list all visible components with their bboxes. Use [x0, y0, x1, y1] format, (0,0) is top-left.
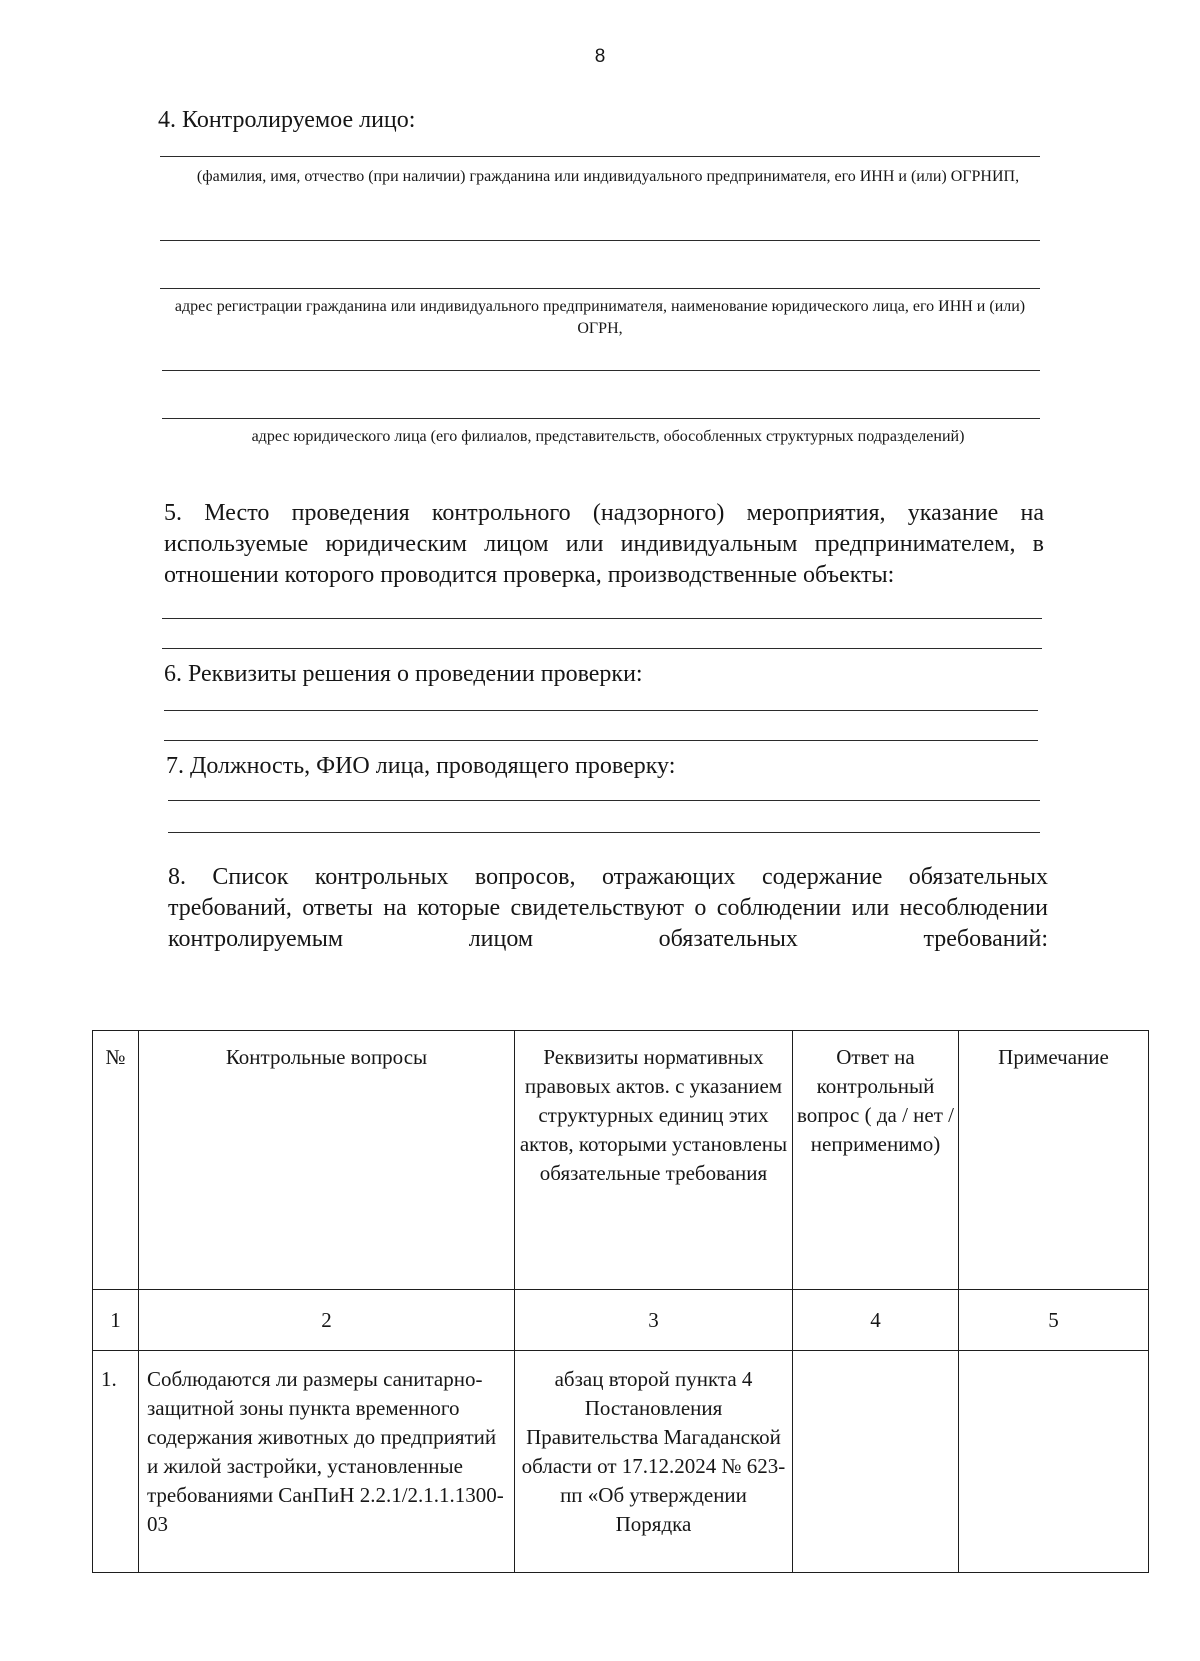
fill-line	[168, 800, 1040, 801]
section-4-caption-person: (фамилия, имя, отчество (при наличии) гражданина или индивидуального предпринимателя, его ИНН и (или) ОГРНИП,	[196, 168, 1020, 185]
column-number: 1	[93, 1290, 139, 1351]
fill-line	[162, 418, 1040, 419]
checklist-table	[92, 1030, 1149, 1573]
column-number: 2	[139, 1290, 515, 1351]
section-4-heading: 4. Контролируемое лицо:	[158, 107, 416, 133]
fill-line	[162, 370, 1040, 371]
fill-line	[168, 832, 1040, 833]
column-number: 3	[515, 1290, 793, 1351]
section-8-text: 8. Список контрольных вопросов, отражающих содержание обязательных требований, ответы на которые свидетельствуют о соблюдении или несоблюдении контролируемым лицом обязательных требований:	[168, 864, 1048, 952]
header-number: №	[93, 1031, 139, 1290]
header-note: Примечание	[959, 1031, 1149, 1290]
header-requisites: Реквизиты нормативных правовых актов. с указанием структурных единиц этих актов, которыми установлены обязательные требования	[515, 1031, 793, 1290]
page-number: 8	[594, 46, 606, 67]
column-number: 5	[959, 1290, 1149, 1351]
fill-line	[162, 618, 1042, 619]
table-row	[93, 1351, 1149, 1573]
section-7-heading: 7. Должность, ФИО лица, проводящего проверку:	[166, 753, 676, 779]
column-number: 4	[793, 1290, 959, 1351]
fill-line	[160, 156, 1040, 157]
row-question: Соблюдаются ли размеры санитарно- защитной зоны пункта временного содержания животных до предприятий и жилой застройки, установленные требованиями СанПиН 2.2.1/2.1.1.1300-03	[139, 1351, 515, 1573]
fill-line	[164, 710, 1038, 711]
fill-line	[164, 740, 1038, 741]
fill-line	[160, 288, 1040, 289]
fill-line	[162, 648, 1042, 649]
section-5-text: 5. Место проведения контрольного (надзорного) мероприятия, указание на используемые юридическим лицом или индивидуальным предпринимателем, в отношении которого проводится проверка, производственные объекты:	[164, 500, 1044, 588]
header-questions: Контрольные вопросы	[139, 1031, 515, 1290]
section-6-heading: 6. Реквизиты решения о проведении проверки:	[164, 661, 643, 687]
row-answer-cell[interactable]	[793, 1351, 959, 1573]
section-4-caption-address: адрес регистрации гражданина или индивидуального предпринимателя, наименование юридического лица, его ИНН и (или) ОГРН,	[174, 298, 1026, 337]
row-note-cell[interactable]	[959, 1351, 1149, 1573]
fill-line	[160, 240, 1040, 241]
header-answer: Ответ на контрольный вопрос ( да / нет / неприменимо)	[793, 1031, 959, 1290]
row-requisites: абзац второй пункта 4 Постановления Правительства Магаданской области от 17.12.2024 № 623-пп «Об утверждении Порядка	[515, 1351, 793, 1573]
row-number: 1.	[93, 1351, 139, 1573]
section-4-caption-legal-address: адрес юридического лица (его филиалов, представительств, обособленных структурных подразделений)	[251, 428, 965, 445]
table-header-row	[93, 1031, 1149, 1290]
column-number-row	[93, 1290, 1149, 1351]
